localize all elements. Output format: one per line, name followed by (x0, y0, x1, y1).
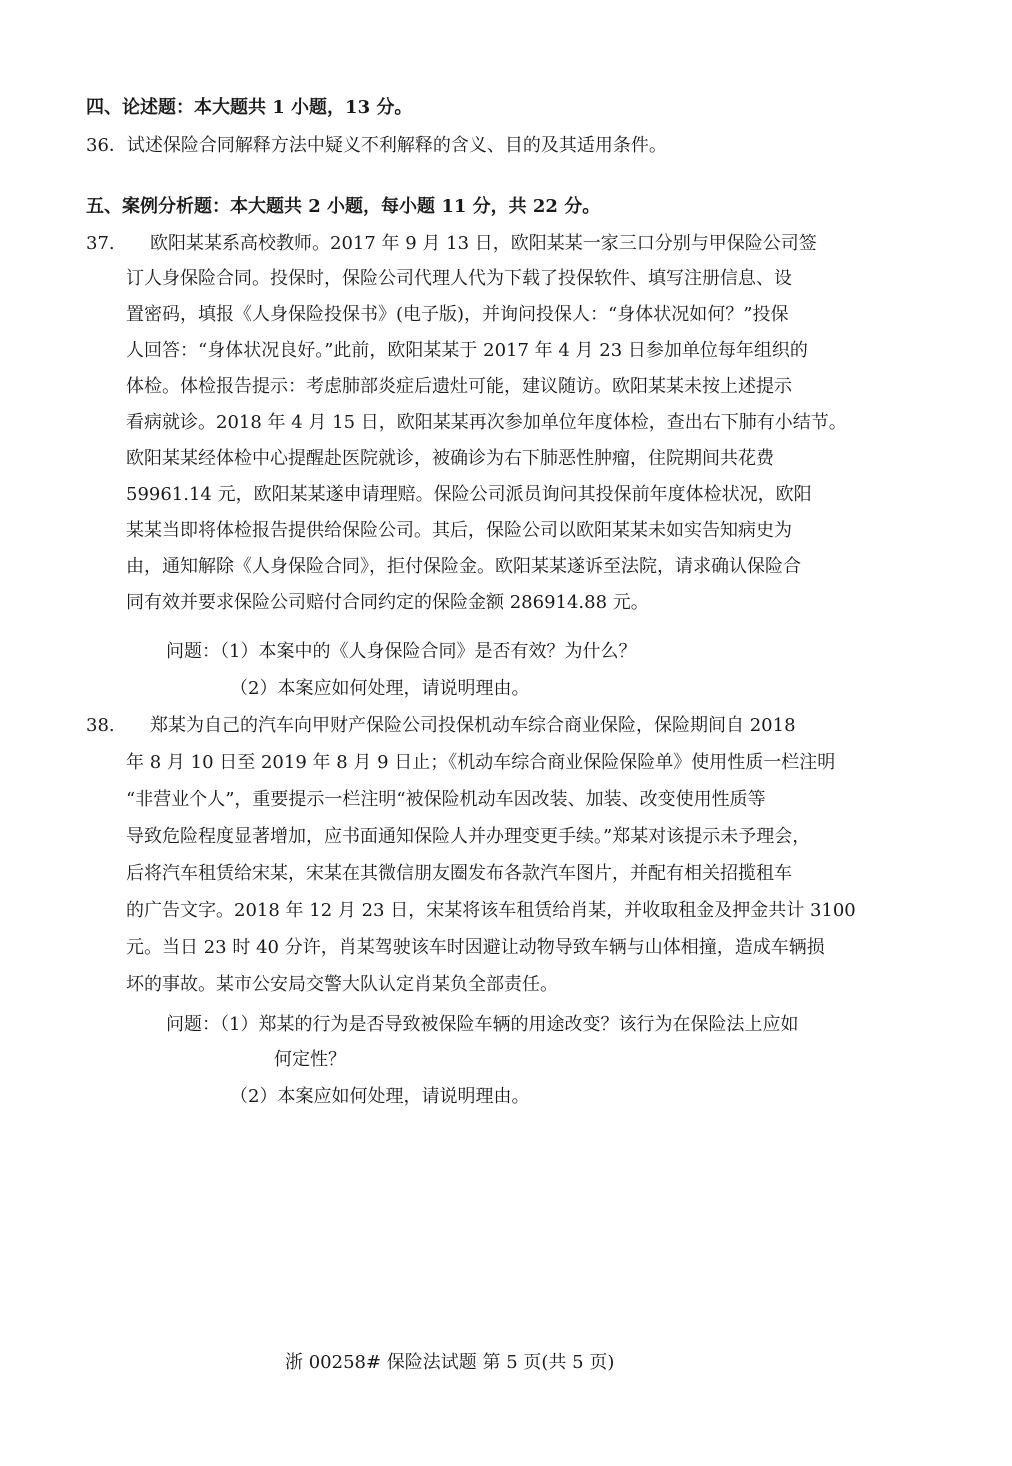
q38-question-2: （2）本案应如何处理，请说明理由。 (230, 1086, 530, 1107)
q38-line: “非营业个人”，重要提示一栏注明“被保险机动车因改装、加装、改变使用性质等 (126, 789, 766, 810)
section-5-heading: 五、案例分析题：本大题共 2 小题，每小题 11 分，共 22 分。 (86, 196, 601, 217)
q37-line: 欧阳某某经体检中心提醒赴医院就诊，被确诊为右下肺恶性肿瘤，住院期间共花费 (126, 448, 774, 469)
q37-line: 某某当即将体检报告提供给保险公司。其后，保险公司以欧阳某某未如实告知病史为 (126, 520, 792, 541)
question-36: 36．试述保险合同解释方法中疑义不利解释的含义、目的及其适用条件。 (86, 135, 667, 156)
page-footer: 浙 00258# 保险法试题 第 5 页(共 5 页) (285, 1352, 615, 1373)
q38-line: 坏的事故。某市公安局交警大队认定肖某负全部责任。 (126, 974, 558, 995)
question-37-number: 37. (86, 233, 115, 254)
q37-line: 59961.14 元，欧阳某某遂申请理赔。保险公司派员询问其投保前年度体检状况，欧阳 (126, 484, 812, 505)
q37-line: 欧阳某某系高校教师。2017 年 9 月 13 日，欧阳某某一家三口分别与甲保险公司签 (150, 233, 817, 254)
q38-line: 导致危险程度显著增加，应书面通知保险人并办理变更手续。”郑某对该提示未予理会， (126, 826, 811, 847)
q38-line: 郑某为自己的汽车向甲财产保险公司投保机动车综合商业保险，保险期间自 2018 (150, 715, 796, 736)
q37-question-2: （2）本案应如何处理，请说明理由。 (230, 678, 530, 699)
q38-question-1-continued: 何定性？ (274, 1049, 346, 1070)
q37-line: 置密码，填报《人身保险投保书》(电子版)，并询问投保人：“身体状况如何？”投保 (126, 304, 789, 325)
q38-line: 的广告文字。2018 年 12 月 23 日，宋某将该车租赁给肖某，并收取租金及押金共计 3100 (126, 900, 856, 921)
q37-line: 看病就诊。2018 年 4 月 15 日，欧阳某某再次参加单位年度体检，查出右下肺有小结节。 (126, 412, 847, 433)
section-4-heading: 四、论述题：本大题共 1 小题，13 分。 (86, 97, 413, 118)
q38-question-1: 问题：（1）郑某的行为是否导致被保险车辆的用途改变？该行为在保险法上应如 (166, 1014, 799, 1035)
q37-line: 体检。体检报告提示：考虑肺部炎症后遗灶可能，建议随访。欧阳某某未按上述提示 (126, 376, 792, 397)
q37-line: 同有效并要求保险公司赔付合同约定的保险金额 286914.88 元。 (126, 592, 649, 613)
q38-line: 元。当日 23 时 40 分许，肖某驾驶该车时因避让动物导致车辆与山体相撞，造成车辆损 (126, 937, 825, 958)
q37-line: 人回答：“身体状况良好。”此前，欧阳某某于 2017 年 4 月 23 日参加单位每年组织的 (126, 340, 808, 361)
q37-question-1: 问题：（1）本案中的《人身保险合同》是否有效？为什么？ (166, 641, 637, 662)
question-38-number: 38. (86, 715, 115, 736)
q37-line: 订人身保险合同。投保时，保险公司代理人代为下载了投保软件、填写注册信息、设 (126, 268, 792, 289)
q37-line: 由，通知解除《人身保险合同》，拒付保险金。欧阳某某遂诉至法院，请求确认保险合 (126, 556, 801, 577)
q38-line: 年 8 月 10 日至 2019 年 8 月 9 日止；《机动车综合商业保险保险单》使用性质一栏注明 (126, 752, 836, 773)
q38-line: 后将汽车租赁给宋某，宋某在其微信朋友圈发布各款汽车图片，并配有相关招揽租车 (126, 863, 792, 884)
